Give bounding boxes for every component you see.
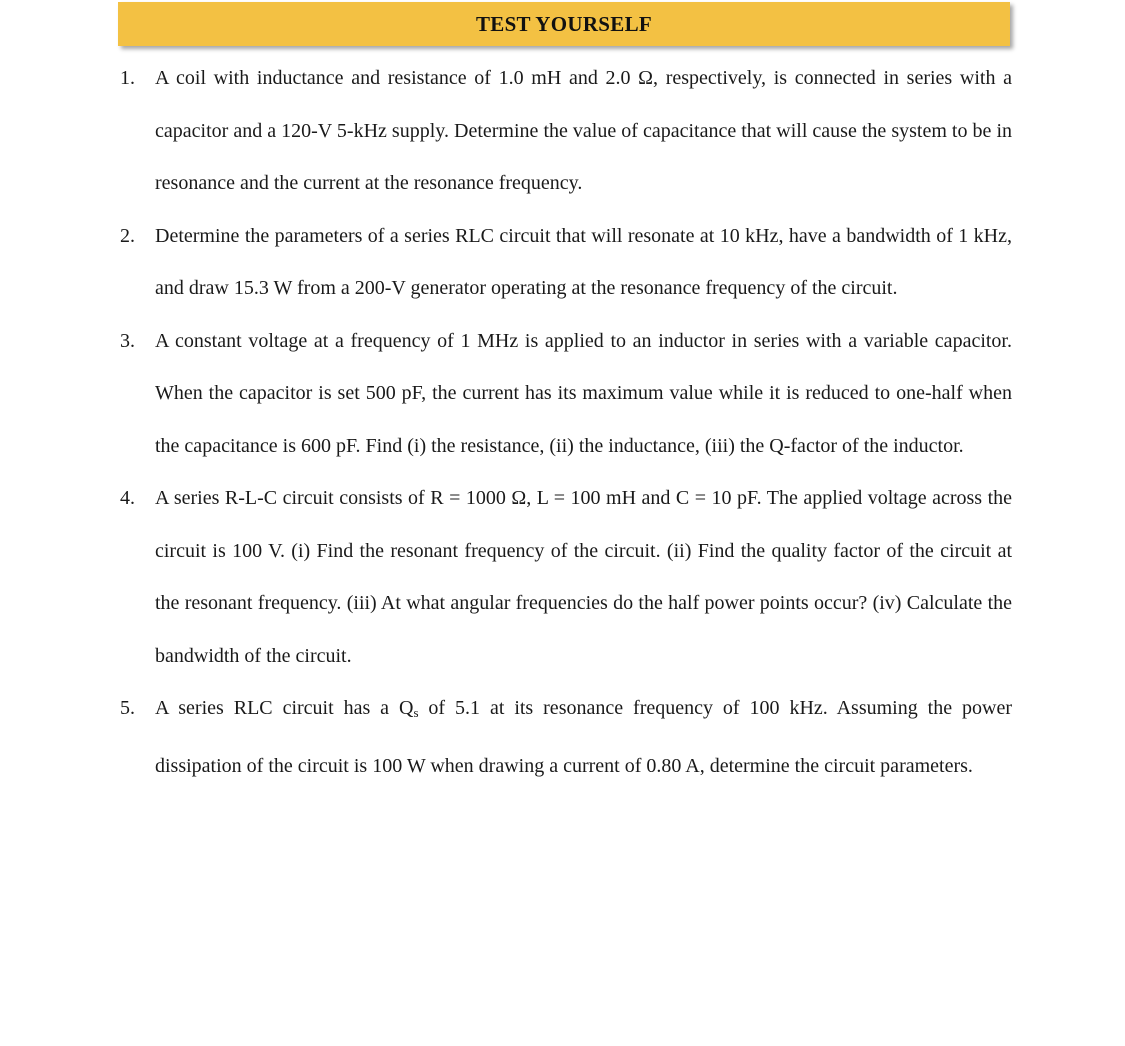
question-item-5 xyxy=(0,682,1012,792)
question-text xyxy=(155,682,1012,792)
question-item-4 xyxy=(0,472,1012,682)
question-list xyxy=(0,52,1125,792)
question-number: 5. xyxy=(120,697,135,719)
question-item-1 xyxy=(0,52,1012,210)
question-text-part: of 5.1 at its resonance frequency of 100 kHz. Assuming the power dissipation of the circuit is 100 W when drawing a current of 0.80 A, determine the circuit parameters. xyxy=(155,697,1012,777)
question-number: 1. xyxy=(120,67,135,89)
section-title: TEST YOURSELF xyxy=(475,11,653,36)
question-text: A coil with inductance and resistance of 1.0 mH and 2.0 Ω, respectively, is connected in series with a capacitor and a 120-V 5-kHz supply. Determine the value of capacitance that will cause the system to be in resonance and the current at the resonance frequency. xyxy=(155,67,1012,194)
question-text: A constant voltage at a frequency of 1 MHz is applied to an inductor in series with a variable capacitor. When the capacitor is set 500 pF, the current has its maximum value while it is reduced to one-half when the capacitance is 600 pF. Find (i) the resistance, (ii) the inductance, (iii) the Q-factor of the inductor. xyxy=(155,329,1012,457)
question-text: A series R-L-C circuit consists of R = 1000 Ω, L = 100 mH and C = 10 pF. The applied voltage across the circuit is 100 V. (i) Find the resonant frequency of the circuit. (ii) Find the quality factor of the circuit at the resonant frequency. (iii) At what angular frequencies do the half power points occur? (iv) Calculate the bandwidth of the circuit. xyxy=(155,487,1012,667)
question-item-2 xyxy=(0,210,1012,315)
question-item-3 xyxy=(0,315,1012,473)
question-number: 4. xyxy=(120,487,135,509)
question-number: 3. xyxy=(120,329,135,352)
question-number: 2. xyxy=(120,224,135,247)
subscript-s: s xyxy=(413,705,419,720)
question-text-part: A series RLC circuit has a Q xyxy=(155,697,414,719)
question-text: Determine the parameters of a series RLC circuit that will resonate at 10 kHz, have a bandwidth of 1 kHz, and draw 15.3 W from a 200-V generator operating at the resonance frequency of the circuit. xyxy=(155,224,1012,299)
section-header-banner xyxy=(118,2,1010,46)
